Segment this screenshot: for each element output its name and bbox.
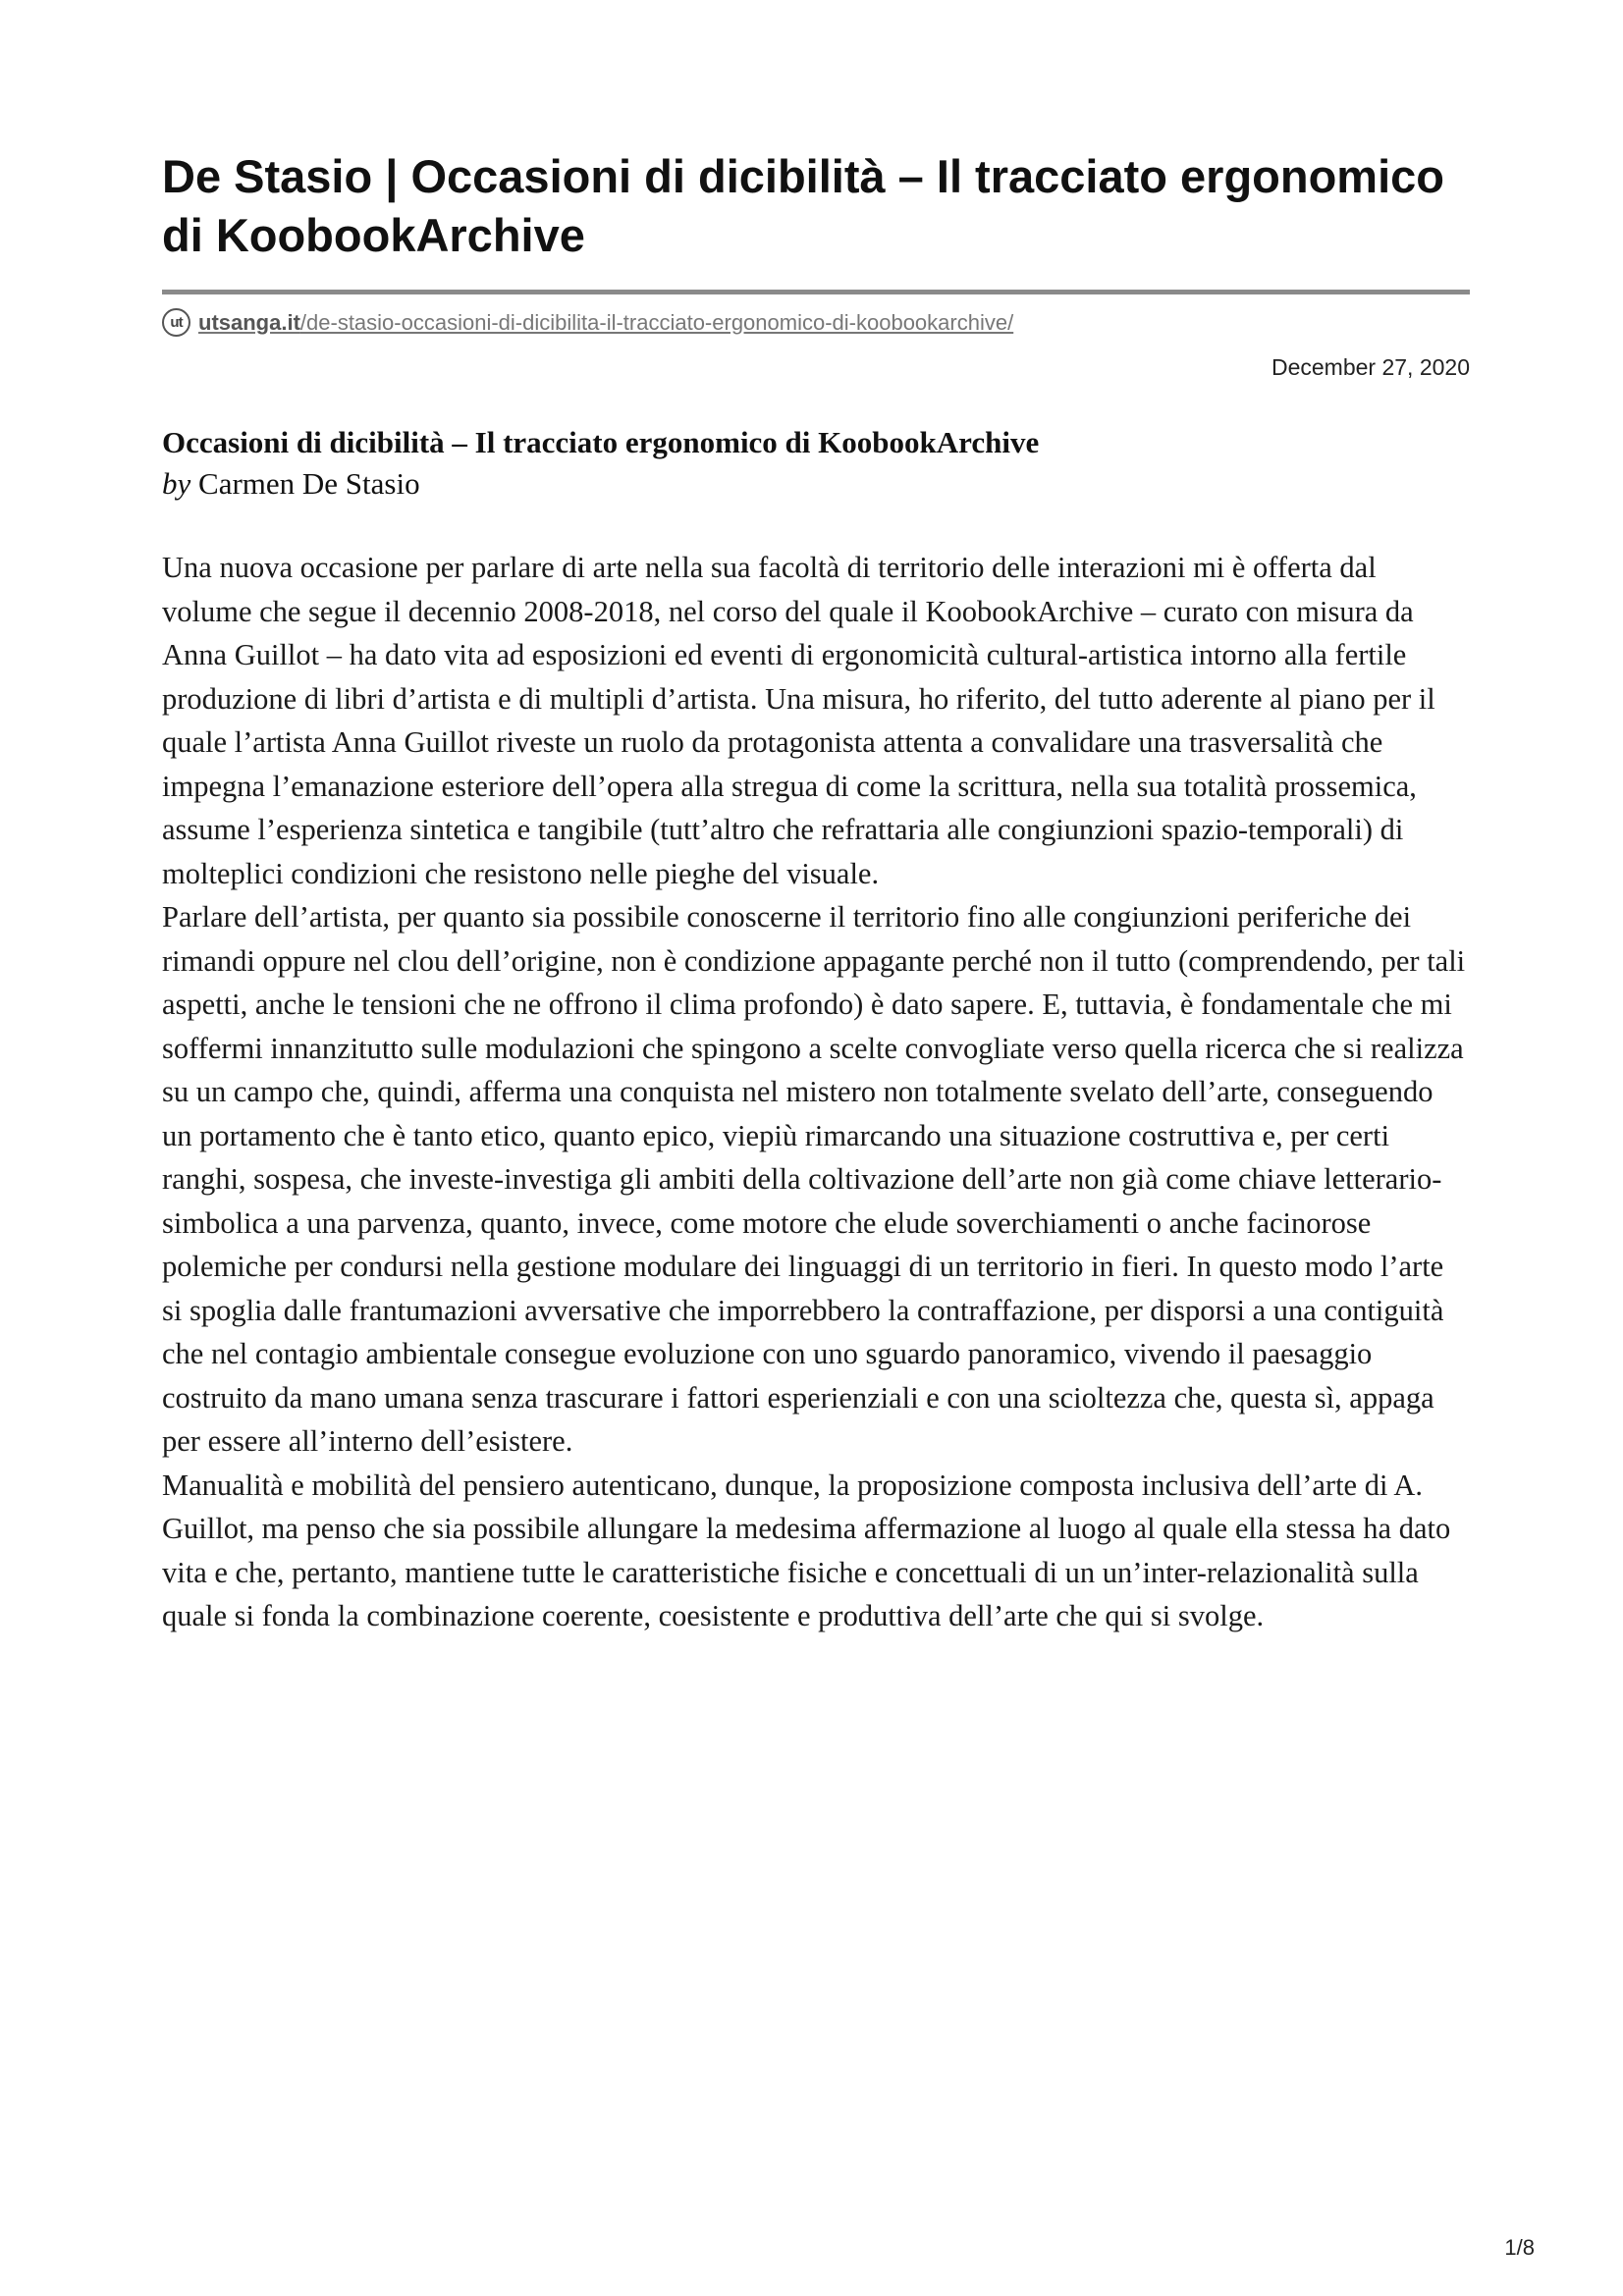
article-body — [162, 546, 1470, 1638]
document-page — [162, 147, 1470, 1638]
paragraph-2: Parlare dell’artista, per quanto sia possibile conoscerne il territorio fino alle congiunzioni periferiche dei rimandi oppure nel clou dell’origine, non è condizione appagante perché non il tutto (comprendendo, per tali aspetti, anche le tensioni che ne offrono il clima profondo) è dato sapere. E, tuttavia, è fondamentale che mi soffermi innanzitutto sulle modulazioni che spingono a scelte convogliate verso quella ricerca che si realizza su un campo che, quindi, afferma una conquista nel mistero non totalmente svelato dell’arte, conseguendo un portamento che è tanto etico, quanto epico, viepiù rimarcando una situazione costruttiva e, per certi ranghi, sospesa, che investe-investiga gli ambiti della coltivazione dell’arte non già come chiave letterario-simbolica a una parvenza, quanto, invece, come motore che elude soverchiamenti o anche facinorose polemiche per condursi nella gestione modulare dei linguaggi di un territorio in fieri. In questo modo l’arte si spoglia dalle frantumazioni avversative che imporrebbero la contraffazione, per disporsi a una contiguità che nel contagio ambientale consegue evoluzione con uno sguardo panoramico, vivendo il paesaggio costruito da mano umana senza trascurare i fattori esperienziali e con una scioltezza che, questa sì, appaga per essere all’interno dell’esistere. — [162, 900, 1466, 1458]
source-domain[interactable]: utsanga.it — [198, 309, 300, 335]
source-line — [162, 308, 1470, 337]
page-title: De Stasio | Occasioni di dicibilità – Il tracciato ergonomico di KoobookArchive — [162, 150, 1444, 261]
page-number: 1/8 — [1504, 2235, 1535, 2260]
site-logo-icon: ut — [162, 308, 190, 337]
source-path[interactable]: /de-stasio-occasioni-di-dicibilita-il-tracciato-ergonomico-di-koobookarchive/ — [299, 309, 1014, 335]
article-title: Occasioni di dicibilità – Il tracciato ergonomico di KoobookArchive — [162, 425, 1040, 459]
byline — [162, 463, 1470, 505]
title-divider — [162, 290, 1470, 294]
paragraph-3: Manualità e mobilità del pensiero autenticano, dunque, la proposizione composta inclusiva dell’arte di A. Guillot, ma penso che sia possibile allungare la medesima affermazione al luogo al quale ella stessa ha dato vita e che, pertanto, mantiene tutte le caratteristiche fisiche e concettuali di un un’inter-relazionalità sulla quale si fonda la combinazione coerente, coesistente e produttiva dell’arte che qui si svolge. — [162, 1468, 1451, 1632]
byline-prefix: by — [162, 466, 191, 501]
paragraph-1: Una nuova occasione per parlare di arte nella sua facoltà di territorio delle interazioni mi è offerta dal volume che segue il decennio 2008-2018, nel corso del quale il KoobookArchive – curato con misura da Anna Guillot – ha dato vita ad esposizioni ed eventi di ergonomicità cultural-artistica intorno alla fertile produzione di libri d’artista e di multipli d’artista. Una misura, ho riferito, del tutto aderente al piano per il quale l’artista Anna Guillot riveste un ruolo da protagonista attenta a convalidare una trasversalità che impegna l’emanazione esteriore dell’opera alla stregua di come la scrittura, nella sua totalità prossemica, assume l’esperienza sintetica e tangibile (tutt’altro che refrattaria alle congiunzioni spazio-temporali) di molteplici condizioni che resistono nelle pieghe del visuale. — [162, 551, 1435, 890]
source-link[interactable] — [198, 309, 1013, 337]
author-name: Carmen De Stasio — [198, 466, 420, 501]
publish-date: December 27, 2020 — [1271, 354, 1470, 380]
